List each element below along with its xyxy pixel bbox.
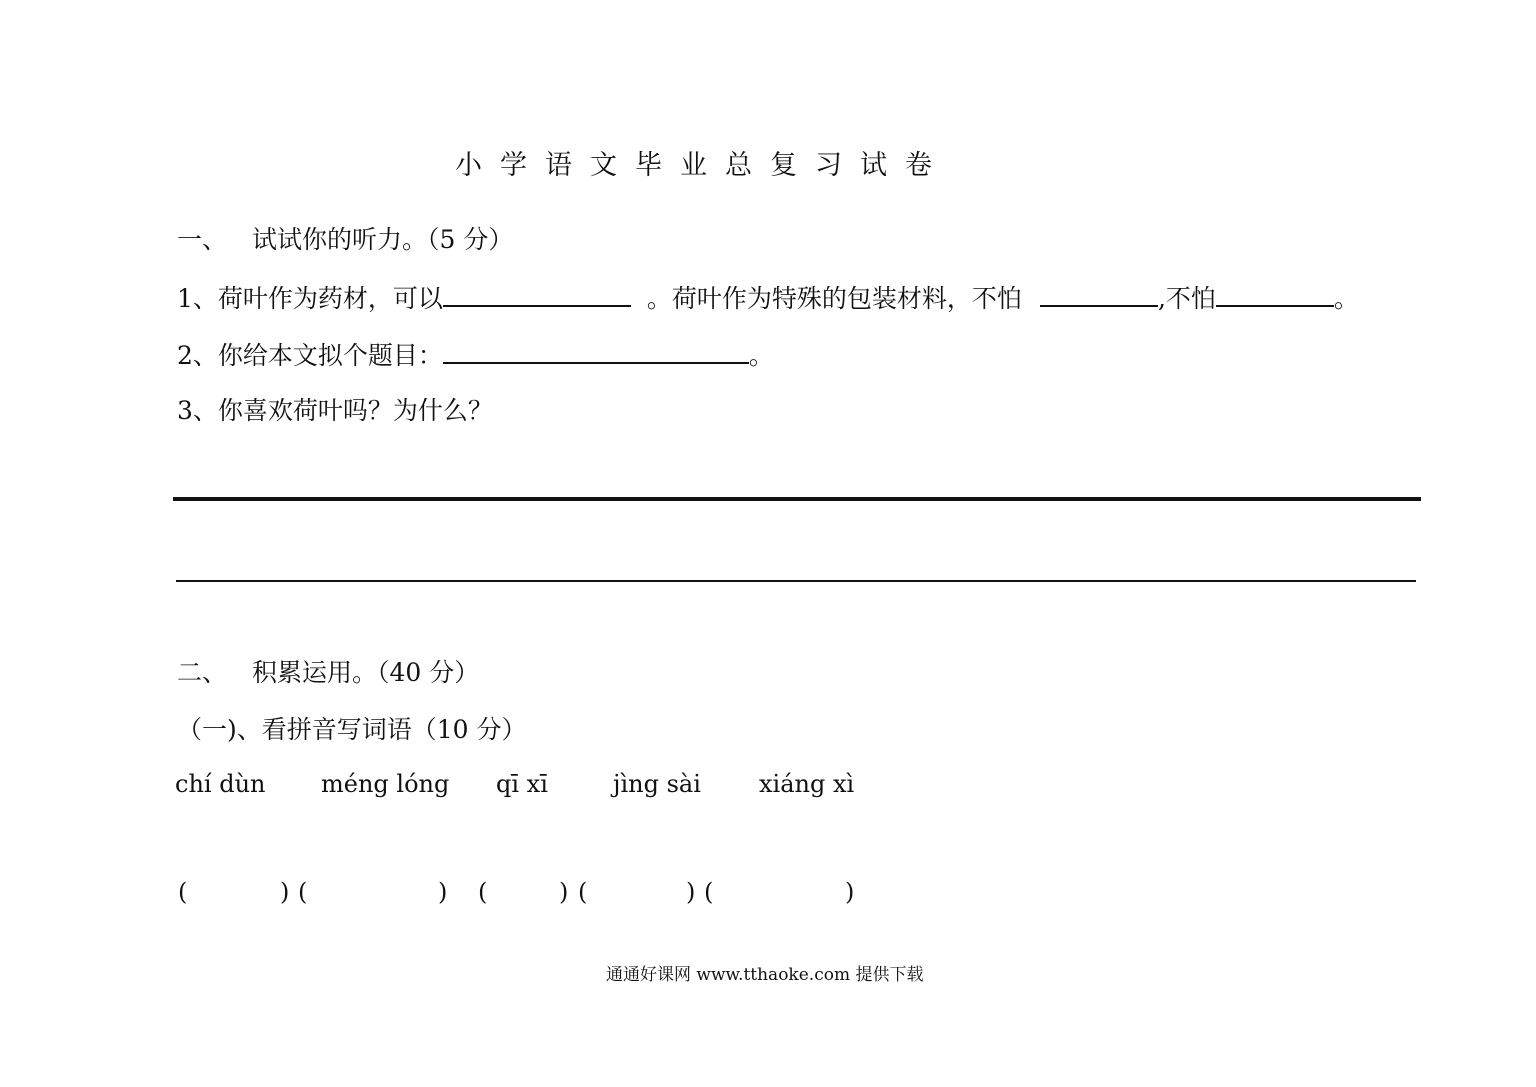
pinyin-item: méng lóng: [321, 770, 450, 798]
section1-heading: 试试你的听力。（5 分）: [252, 225, 514, 254]
q2-blank[interactable]: [443, 338, 749, 364]
section2-subheading: [177, 714, 527, 746]
section1-header: [177, 224, 513, 256]
question-2: [177, 338, 774, 372]
page-title: 小学语文毕业总复习试卷: [455, 150, 950, 181]
paren-close: ): [686, 878, 696, 906]
q1-text-1: 1、荷叶作为药材，可以: [177, 284, 443, 313]
paren-close: ): [280, 878, 290, 906]
answer-line-1[interactable]: [173, 497, 1421, 501]
q1-text-4: 。: [1333, 284, 1359, 313]
pinyin-item: jìng sài: [613, 770, 701, 798]
q3-text: 3、你喜欢荷叶吗？为什么？: [177, 396, 493, 425]
q1-text-2: 。荷叶作为特殊的包装材料，不怕: [646, 284, 1022, 313]
paren-open: (: [578, 878, 588, 906]
answer-parens-row: [0, 878, 1536, 912]
q1-blank-2[interactable]: [1040, 281, 1158, 307]
section2-number: 二、: [177, 658, 228, 687]
paren-open: (: [178, 878, 188, 906]
paren-open: (: [298, 878, 308, 906]
section2-heading: 积累运用。（40 分）: [252, 658, 480, 687]
answer-line-2[interactable]: [176, 580, 1416, 582]
q1-blank-3[interactable]: [1216, 281, 1334, 307]
q2-end: 。: [748, 341, 774, 370]
pinyin-item: qī xī: [496, 770, 548, 798]
paren-close: ): [559, 878, 569, 906]
section1-number: 一、: [177, 225, 228, 254]
q2-text: 2、你给本文拟个题目：: [177, 341, 443, 370]
q1-text-3: ,不怕: [1157, 284, 1216, 313]
question-1: [177, 281, 1359, 315]
paren-close: ): [438, 878, 448, 906]
q1-blank-1[interactable]: [443, 281, 631, 307]
section2-header: [177, 657, 479, 689]
paren-open: (: [704, 878, 714, 906]
sub1-text: （一)、看拼音写词语（10 分）: [177, 715, 527, 744]
footer-credit: 通通好课网 www.tthaoke.com 提供下载: [606, 965, 924, 985]
paren-close: ): [845, 878, 855, 906]
pinyin-item: chí dùn: [175, 770, 266, 798]
paren-open: (: [478, 878, 488, 906]
question-3: [177, 395, 493, 427]
pinyin-item: xiáng xì: [759, 770, 855, 798]
